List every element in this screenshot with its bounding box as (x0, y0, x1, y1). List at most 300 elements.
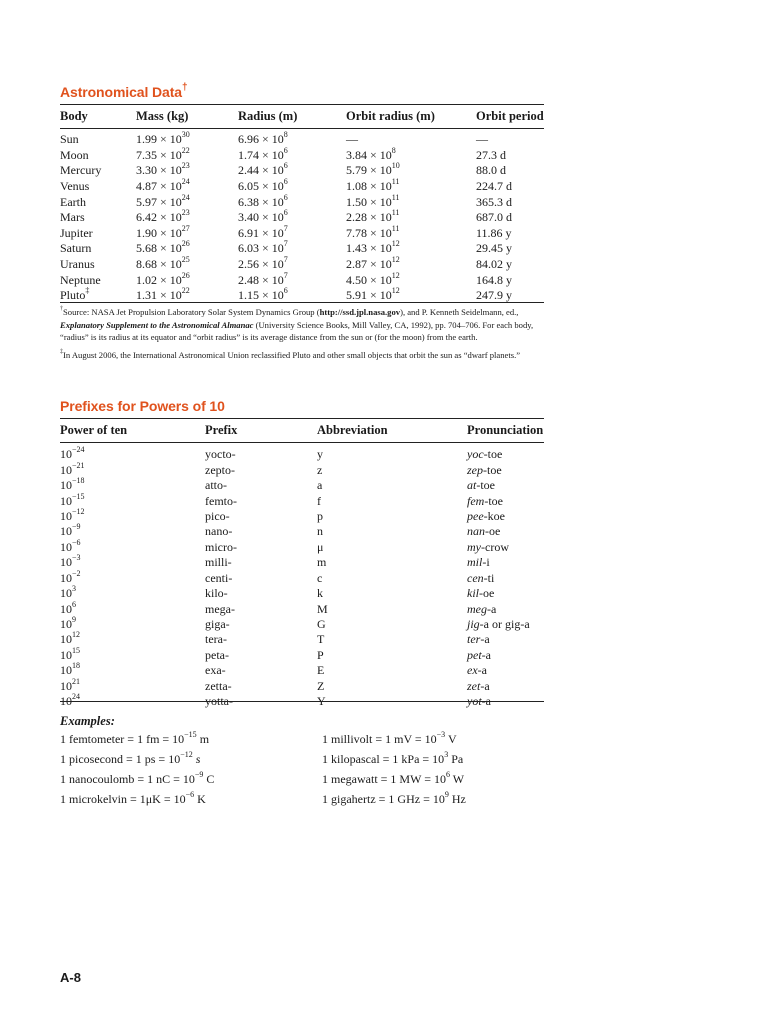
pronunciation-rest: -oe (485, 524, 501, 539)
orbit-radius-cell-mantissa: 5.79 × 10 (346, 163, 392, 178)
prefixes-table (60, 418, 544, 709)
radius-cell (238, 210, 346, 226)
body-name: Pluto (60, 288, 86, 303)
body-name: Mercury (60, 163, 102, 178)
table-row (60, 601, 544, 616)
example-exponent: 3 (444, 750, 449, 759)
orbit-radius-cell-exponent: 12 (391, 239, 400, 249)
body-cell (60, 257, 136, 273)
header-abbreviation: Abbreviation (317, 422, 388, 437)
abbreviation-cell: Y (317, 694, 326, 709)
example-exponent: −9 (194, 770, 204, 779)
prefix-bottom-rule (60, 701, 544, 702)
power-cell: $10^9$ (60, 615, 76, 632)
table-row (60, 210, 544, 226)
example-line (60, 789, 214, 809)
orbit-radius-cell (346, 223, 476, 242)
example-line (60, 729, 214, 749)
body-name: Neptune (60, 272, 101, 287)
header-pronunciation: Pronunciation (467, 422, 544, 437)
orbit-radius-cell-exponent: 10 (391, 161, 400, 171)
pronunciation-stress: my (467, 539, 481, 554)
pronunciation-cell (467, 632, 544, 647)
pronunciation-rest: -toe (483, 447, 503, 462)
mass-cell-exponent: 30 (181, 130, 190, 140)
radius-cell (238, 179, 346, 195)
example-unit: W (449, 772, 465, 786)
power-exponent: −21 (72, 460, 85, 470)
radius-cell-exponent: 6 (283, 192, 288, 202)
pronunciation-cell (467, 509, 544, 524)
body-name: Venus (60, 179, 90, 194)
table-row (60, 257, 544, 273)
body-cell (60, 163, 136, 179)
radius-cell-exponent: 6 (283, 145, 288, 155)
example-unit: V (445, 732, 457, 746)
example-unit: C (203, 772, 215, 786)
table-row (60, 509, 544, 524)
radius-cell (238, 145, 346, 164)
prefix-header-row (60, 418, 544, 442)
power-exponent: 15 (72, 645, 80, 655)
example-text: 1 megawatt = 1 MW = 10 (322, 772, 446, 786)
table-row (60, 226, 544, 242)
mass-cell-mantissa: 1.90 × 10 (136, 225, 182, 240)
radius-cell-mantissa: 2.44 × 10 (238, 163, 284, 178)
prefix-cell: nano- (205, 524, 233, 539)
example-exponent: −6 (185, 790, 195, 799)
table-row (60, 241, 544, 257)
pronunciation-stress: fem (467, 493, 485, 508)
body-name: Moon (60, 147, 89, 162)
orbit-radius-cell-exponent: 8 (391, 145, 396, 155)
power-cell: $10^{15}$ (60, 645, 80, 662)
abbreviation-cell: m (317, 555, 327, 570)
prefix-cell: pico- (205, 508, 230, 523)
abbreviation-cell: f (317, 493, 321, 508)
example-line (322, 729, 466, 749)
abbreviation-cell: M (317, 601, 328, 616)
pronunciation-cell (467, 586, 544, 601)
table-row (60, 540, 544, 555)
table-row (60, 163, 544, 179)
page-number: A-8 (60, 970, 81, 985)
pronunciation-rest: -a (487, 601, 497, 616)
orbit-radius-cell-mantissa: 2.87 × 10 (346, 257, 392, 272)
table-row (60, 462, 544, 477)
pronunciation-cell (467, 648, 544, 663)
example-line (322, 769, 466, 789)
mass-cell-exponent: 24 (181, 177, 190, 187)
orbit-radius-cell-mantissa: 3.84 × 10 (346, 147, 392, 162)
power-exponent: 3 (72, 584, 76, 594)
body-cell (60, 226, 136, 242)
abbreviation-cell: μ (317, 539, 324, 554)
orbit-radius-cell-mantissa: 5.91 × 10 (346, 288, 392, 303)
pronunciation-cell (467, 442, 544, 462)
astro-header-row (60, 104, 544, 128)
body-cell (60, 179, 136, 195)
orbit-radius-cell (346, 241, 476, 257)
pronunciation-rest: -crow (481, 539, 509, 554)
pronunciation-rest: -toe (483, 462, 502, 477)
mass-cell-exponent: 25 (181, 255, 190, 265)
radius-cell-mantissa: 6.91 × 10 (238, 225, 284, 240)
example-line (322, 749, 466, 769)
astronomical-data-table (60, 104, 544, 304)
orbit-period-cell: 247.9 y (476, 288, 512, 303)
example-text: 1 femtometer = 1 fm = 10 (60, 732, 185, 746)
table-row (60, 555, 544, 570)
table-row (60, 128, 544, 148)
radius-cell-mantissa: 6.38 × 10 (238, 194, 284, 209)
mass-cell-exponent: 26 (181, 270, 190, 280)
radius-cell (238, 194, 346, 210)
power-cell: $10^{-18}$ (60, 476, 85, 493)
prefix-cell: zetta- (205, 678, 232, 693)
pronunciation-stress: at (467, 478, 477, 493)
example-exponent: −15 (184, 730, 197, 739)
pronunciation-rest: -toe (484, 493, 503, 508)
table-row (60, 524, 544, 539)
astro-table-body (60, 128, 544, 304)
example-text: 1 picosecond = 1 ps = 10 (60, 752, 181, 766)
prefix-cell: kilo- (205, 586, 228, 601)
prefix-cell: micro- (205, 539, 237, 554)
radius-cell (238, 163, 346, 179)
example-text: 1 microkelvin = 1μK = 10 (60, 792, 186, 806)
power-cell: $10^{-9}$ (60, 522, 81, 539)
orbit-radius-cell-mantissa: 7.78 × 10 (346, 225, 392, 240)
mass-cell-exponent: 22 (181, 145, 190, 155)
pronunciation-cell (467, 663, 544, 678)
orbit-period-cell: 11.86 y (476, 225, 512, 240)
example-line (60, 749, 214, 769)
power-cell: $10^{-6}$ (60, 537, 81, 554)
pronunciation-cell (467, 601, 544, 616)
abbreviation-cell: z (317, 462, 323, 477)
orbit-radius-cell (346, 210, 476, 226)
orbit-radius-cell-exponent: 11 (391, 223, 400, 233)
example-exponent: −12 (180, 750, 193, 759)
pronunciation-stress: pee (467, 508, 484, 523)
example-unit: s (192, 752, 201, 766)
table-row (60, 272, 544, 288)
radius-cell-exponent: 7 (283, 223, 288, 233)
body-cell (60, 241, 136, 257)
mass-cell-mantissa: 1.31 × 10 (136, 288, 182, 303)
radius-cell-mantissa: 2.56 × 10 (238, 257, 284, 272)
header-mass: Mass (kg) (136, 108, 189, 123)
examples-title: Examples: (60, 714, 115, 728)
example-exponent: 9 (444, 790, 449, 799)
pronunciation-rest: -toe (476, 478, 495, 493)
prefix-cell: centi- (205, 570, 233, 585)
radius-cell-exponent: 6 (283, 161, 288, 171)
orbit-radius-cell-exponent: 11 (391, 192, 400, 202)
prefix-cell: giga- (205, 617, 230, 632)
pronunciation-stress: yoc (467, 447, 484, 462)
abbreviation-cell: n (317, 524, 323, 539)
mass-cell-mantissa: 3.30 × 10 (136, 163, 182, 178)
prefix-header-rule (60, 442, 544, 443)
power-exponent: −9 (72, 522, 81, 532)
power-cell: $10^{-2}$ (60, 568, 81, 585)
header-orbit-period: Orbit period (476, 108, 544, 123)
mass-cell-mantissa: 7.35 × 10 (136, 147, 182, 162)
body-cell (60, 210, 136, 226)
radius-cell-exponent: 7 (283, 239, 288, 249)
mass-cell-exponent: 22 (181, 286, 190, 296)
power-exponent: 6 (72, 599, 76, 609)
radius-cell-mantissa: 3.40 × 10 (238, 210, 284, 225)
pronunciation-rest: -a (477, 663, 487, 678)
orbit-radius-cell (346, 257, 476, 273)
orbit-radius-cell-mantissa: 1.50 × 10 (346, 194, 392, 209)
radius-cell-exponent: 8 (283, 130, 288, 140)
example-text: 1 kilopascal = 1 kPa = 10 (322, 752, 445, 766)
power-cell: $10^{-3}$ (60, 553, 81, 570)
power-exponent: 9 (72, 615, 76, 625)
pronunciation-stress: pet (467, 647, 482, 662)
orbit-radius-cell-mantissa: — (346, 132, 358, 147)
table-row (60, 194, 544, 210)
prefixes-title: Prefixes for Powers of 10 (60, 398, 225, 414)
header-orbit-radius: Orbit radius (m) (346, 108, 435, 123)
power-cell: $10^{24}$ (60, 692, 80, 709)
orbit-radius-cell (346, 194, 476, 210)
power-exponent: 12 (72, 630, 80, 640)
radius-cell-exponent: 6 (283, 286, 288, 296)
body-cell (60, 128, 136, 148)
table-row (60, 586, 544, 601)
mass-cell-mantissa: 8.68 × 10 (136, 257, 182, 272)
power-exponent: −12 (72, 506, 85, 516)
orbit-radius-cell-exponent: 11 (391, 208, 400, 218)
mass-cell-exponent: 24 (181, 192, 190, 202)
example-text: 1 nanocoulomb = 1 nC = 10 (60, 772, 195, 786)
example-exponent: −3 (436, 730, 446, 739)
body-name: Sun (60, 132, 79, 147)
example-exponent: 6 (445, 770, 450, 779)
radius-cell-mantissa: 6.03 × 10 (238, 241, 284, 256)
radius-cell-exponent: 7 (283, 255, 288, 265)
mass-cell-mantissa: 4.87 × 10 (136, 179, 182, 194)
power-cell: $10^6$ (60, 599, 76, 616)
orbit-radius-cell (346, 163, 476, 179)
prefix-cell: peta- (205, 647, 229, 662)
table-row (60, 478, 544, 493)
prefix-cell: exa- (205, 663, 226, 678)
footnote-source: †Source: NASA Jet Propulsion Laboratory Solar System Dynamics Group (http://ssd.jpl.nasa.gov), and P. Kenneth Seidelmann, ed., Explanatory Supplement to the Astronomical Almanac (University Science Books, Mill Valley, CA, 1992), pp. 704–706. For each body, “radius” is its radius at its equator and “orbit radius” is its average distance from the sun or (for the moon) from the earth. (60, 306, 534, 343)
table-row (60, 493, 544, 508)
orbit-period-cell: 164.8 y (476, 272, 512, 287)
pronunciation-stress: nan (467, 524, 485, 539)
example-line (60, 769, 214, 789)
table-row (60, 663, 544, 678)
power-cell: $10^{21}$ (60, 676, 80, 693)
abbreviation-cell: p (317, 508, 323, 523)
radius-cell-exponent: 7 (283, 270, 288, 280)
abbreviation-cell: y (317, 447, 323, 462)
prefix-table-body (60, 442, 544, 709)
table-row (60, 442, 544, 462)
example-line (322, 789, 466, 809)
mass-cell (136, 128, 238, 148)
mass-cell-exponent: 23 (181, 161, 190, 171)
examples-left-column (60, 729, 214, 809)
table-row (60, 179, 544, 195)
prefix-cell: atto- (205, 478, 227, 493)
pronunciation-rest: -i (482, 555, 490, 570)
body-cell (60, 272, 136, 288)
power-cell: $10^{-21}$ (60, 460, 85, 477)
orbit-period-cell: 84.02 y (476, 257, 512, 272)
orbit-period-cell: 88.0 d (476, 163, 506, 178)
prefix-cell: mega- (205, 601, 235, 616)
orbit-radius-cell-exponent: 12 (391, 270, 400, 280)
radius-cell (238, 241, 346, 257)
body-cell (60, 148, 136, 164)
abbreviation-cell: c (317, 570, 323, 585)
power-exponent: 21 (72, 676, 80, 686)
mass-cell-exponent: 26 (181, 239, 190, 249)
pronunciation-stress: meg (467, 601, 487, 616)
table-row (60, 679, 544, 694)
power-cell: $10^{-24}$ (60, 445, 85, 462)
radius-cell-mantissa: 2.48 × 10 (238, 272, 284, 287)
pronunciation-cell (467, 524, 544, 539)
pronunciation-rest: -a (481, 694, 491, 709)
body-name: Mars (60, 210, 85, 225)
pronunciation-rest: -oe (479, 586, 495, 601)
mass-cell (136, 257, 238, 273)
orbit-period-cell: 27.3 d (476, 147, 506, 162)
power-exponent: −15 (72, 491, 85, 501)
pronunciation-cell (467, 493, 544, 508)
power-cell: $10^{18}$ (60, 661, 80, 678)
body-name: Saturn (60, 241, 92, 256)
orbit-radius-cell-mantissa: 4.50 × 10 (346, 272, 392, 287)
pronunciation-cell (467, 478, 544, 493)
table-row (60, 648, 544, 663)
astronomical-data-title: Astronomical Data† (60, 82, 188, 100)
pronunciation-rest: -ti (483, 570, 495, 585)
power-cell: $10^3$ (60, 584, 76, 601)
orbit-period-cell: — (476, 132, 488, 147)
orbit-period-cell: 687.0 d (476, 210, 512, 225)
power-cell: $10^{-15}$ (60, 491, 85, 508)
pronunciation-stress: ter (467, 632, 481, 647)
abbreviation-cell: E (317, 663, 325, 678)
header-radius: Radius (m) (238, 108, 298, 123)
radius-cell-mantissa: 1.74 × 10 (238, 147, 284, 162)
radius-cell-mantissa: 6.96 × 10 (238, 132, 284, 147)
example-unit: Hz (448, 792, 466, 806)
pronunciation-rest: -a (480, 678, 490, 693)
pronunciation-stress: ex (467, 663, 478, 678)
power-cell: $10^{12}$ (60, 630, 80, 647)
radius-cell-mantissa: 1.15 × 10 (238, 288, 284, 303)
mass-cell-mantissa: 1.99 × 10 (136, 132, 182, 147)
orbit-radius-cell-mantissa: 1.08 × 10 (346, 179, 392, 194)
orbit-period-cell: 29.45 y (476, 241, 512, 256)
example-text: 1 millivolt = 1 mV = 10 (322, 732, 437, 746)
example-unit: m (196, 732, 210, 746)
pronunciation-rest: -a or gig-a (479, 617, 530, 632)
orbit-radius-cell-exponent: 12 (391, 255, 400, 265)
table-row (60, 617, 544, 632)
pronunciation-cell (467, 571, 544, 586)
pronunciation-rest: -koe (483, 508, 505, 523)
example-text: 1 gigahertz = 1 GHz = 10 (322, 792, 445, 806)
orbit-radius-cell (346, 179, 476, 195)
body-cell (60, 194, 136, 210)
pronunciation-stress: jig (467, 617, 480, 632)
prefix-cell: yocto- (205, 447, 236, 462)
pronunciation-cell (467, 679, 544, 694)
mass-cell-mantissa: 6.42 × 10 (136, 210, 182, 225)
mass-cell-mantissa: 5.97 × 10 (136, 194, 182, 209)
body-name: Earth (60, 194, 86, 209)
radius-cell-exponent: 6 (283, 177, 288, 187)
abbreviation-cell: a (317, 478, 323, 493)
pronunciation-cell (467, 555, 544, 570)
mass-cell-exponent: 27 (181, 223, 190, 233)
prefix-cell: tera- (205, 632, 227, 647)
header-body: Body (60, 108, 88, 123)
orbit-radius-cell (346, 272, 476, 288)
prefix-cell: yotta- (205, 694, 233, 709)
mass-cell-mantissa: 5.68 × 10 (136, 241, 182, 256)
pronunciation-stress: yot (467, 694, 482, 709)
abbreviation-cell: P (317, 647, 324, 662)
abbreviation-cell: G (317, 617, 326, 632)
pronunciation-cell (467, 617, 544, 632)
header-prefix: Prefix (205, 422, 238, 437)
pronunciation-stress: cen (467, 570, 484, 585)
power-exponent: −6 (72, 537, 81, 547)
pronunciation-rest: -a (480, 632, 490, 647)
astro-header-rule (60, 128, 544, 129)
orbit-radius-cell (346, 128, 476, 148)
orbit-radius-cell (346, 145, 476, 164)
pronunciation-stress: zet (467, 678, 481, 693)
table-row (60, 632, 544, 647)
abbreviation-cell: T (317, 632, 325, 647)
pronunciation-stress: kil (467, 586, 479, 601)
mass-cell-exponent: 23 (181, 208, 190, 218)
radius-cell-exponent: 6 (283, 208, 288, 218)
radius-cell (238, 257, 346, 273)
abbreviation-cell: k (317, 586, 323, 601)
footnote-pluto: ‡In August 2006, the International Astronomical Union reclassified Pluto and other small objects that orbit the sun as “dwarf planets.” (60, 348, 521, 360)
pronunciation-cell (467, 540, 544, 555)
pronunciation-stress: mil (467, 555, 483, 570)
body-name: Uranus (60, 257, 95, 272)
orbit-radius-cell-mantissa: 1.43 × 10 (346, 241, 392, 256)
examples-right-column (322, 729, 466, 809)
radius-cell (238, 272, 346, 288)
abbreviation-cell: Z (317, 678, 325, 693)
orbit-period-cell: 365.3 d (476, 194, 512, 209)
radius-cell (238, 223, 346, 242)
table-row (60, 571, 544, 586)
pronunciation-stress: zep (467, 462, 483, 477)
power-exponent: −24 (72, 445, 85, 455)
astro-bottom-rule (60, 302, 544, 303)
power-exponent: 24 (72, 692, 80, 702)
